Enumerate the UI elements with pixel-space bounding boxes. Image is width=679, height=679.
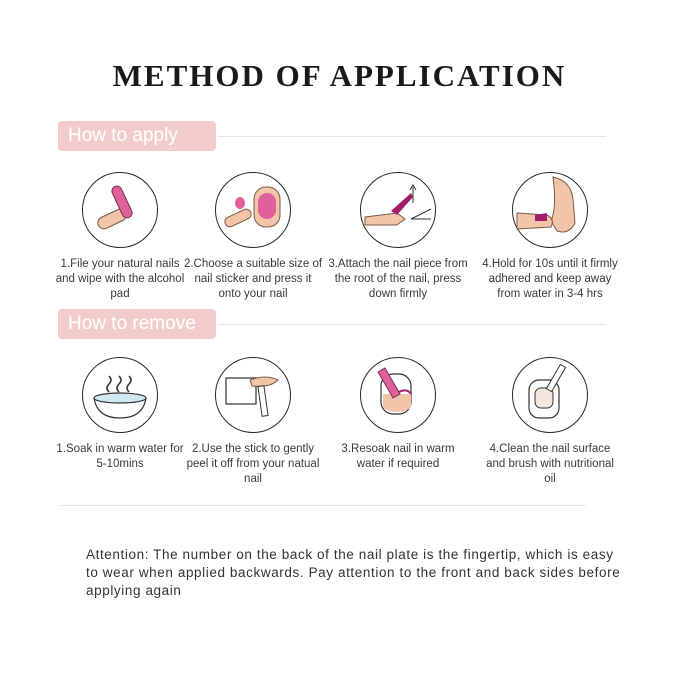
apply-step-1 (50, 172, 190, 302)
apply-step-3-caption: 3.Attach the nail piece from the root of the nail, press down firmly (328, 258, 468, 300)
remove-step-4-caption: 4.Clean the nail surface and brush with nutritional oil (486, 443, 614, 485)
page-title: METHOD OF APPLICATION (112, 58, 567, 93)
how-to-apply-label: How to apply (58, 121, 216, 151)
remove-step-1 (50, 357, 190, 472)
press-hold-icon (512, 172, 588, 248)
remove-step-2-caption: 2.Use the stick to gently peel it off from your natual nail (186, 443, 320, 485)
clean-brush-icon (512, 357, 588, 433)
attach-nail-icon (360, 172, 436, 248)
section-remove-header (58, 309, 606, 339)
remove-step-3 (328, 357, 468, 472)
peel-stick-icon (215, 357, 291, 433)
resoak-nail-icon (360, 357, 436, 433)
apply-step-1-caption: 1.File your natural nails and wipe with the alcohol pad (55, 258, 185, 300)
apply-step-4-caption: 4.Hold for 10s until it firmly adhered and keep away from water in 3-4 hrs (482, 258, 618, 300)
soak-bowl-icon (82, 357, 158, 433)
remove-step-2 (183, 357, 323, 487)
section-divider-line (218, 324, 606, 325)
section-apply-header (58, 121, 606, 151)
remove-step-1-caption: 1.Soak in warm water for 5-10mins (56, 443, 184, 470)
attention-note: Attention: The number on the back of the nail plate is the fingertip, which is easy to wear when applied backwards. Pay attention to the front and back sides before applying again (86, 547, 621, 598)
apply-step-3 (328, 172, 468, 302)
remove-step-4 (480, 357, 620, 487)
apply-step-2-caption: 2.Choose a suitable size of nail sticker and press it onto your nail (183, 258, 323, 300)
apply-step-2 (183, 172, 323, 302)
section-divider-line (218, 136, 606, 137)
remove-step-3-caption: 3.Resoak nail in warm water if required (341, 443, 455, 470)
nail-sticker-icon (215, 172, 291, 248)
how-to-remove-label: How to remove (58, 309, 216, 339)
nail-file-icon (82, 172, 158, 248)
bottom-divider (58, 505, 586, 506)
apply-step-4 (480, 172, 620, 302)
